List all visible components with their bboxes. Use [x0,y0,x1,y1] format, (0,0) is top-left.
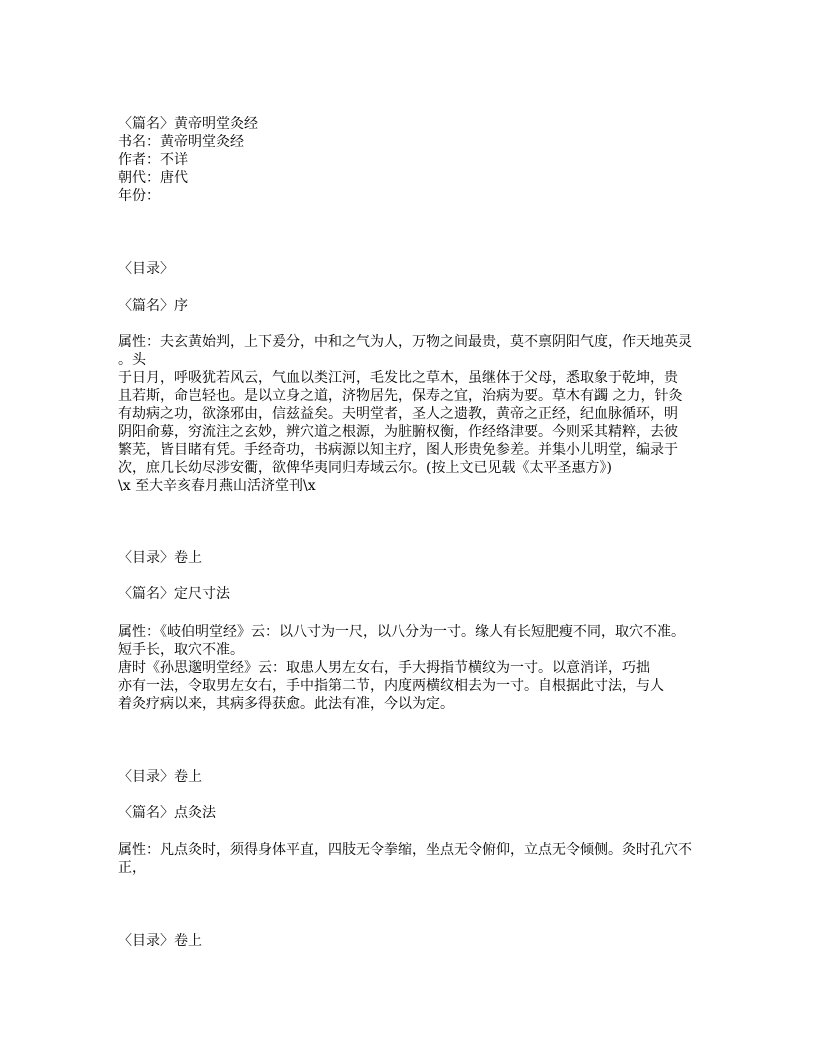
body-line: 有劫病之功，欲涤邪由，信兹益矣。夫明堂者，圣人之遗教，黄帝之正经，纪血脉循环，明 [118,406,678,422]
author: 作者：不详 [118,152,188,168]
body-line: 属性：凡点灸时，须得身体平直，四肢无令拳缩，坐点无令俯仰，立点无令倾侧。灸时孔穴不 [118,842,692,858]
body-line: 且若斯，命岂轻也。是以立身之道，济物居先，保寿之宜，治病为要。草木有蠲 之力，针灸 [118,388,683,404]
section-title: 〈篇名〉点灸法 [118,805,216,821]
body-line: 亦有一法，令取男左女右，手中指第二节，内度两横纹相去为一寸。自根据此寸法，与人 [118,678,664,694]
section-toc: 〈目录〉卷上 [118,769,202,785]
body-line: \x 至大辛亥春月燕山活济堂刊\x [118,478,316,494]
document-title: 〈篇名〉黄帝明堂灸经 [118,116,258,132]
section-toc: 〈目录〉 [118,261,174,277]
body-line: 于日月，呼吸犹若风云，气血以类江河，毛发比之草木，虽继体于父母，悉取象于乾坤，贵 [118,370,678,386]
section-toc: 〈目录〉卷上 [118,550,202,566]
year: 年份： [118,188,160,204]
body-line: 着灸疗病以来，其病多得获愈。此法有准，今以为定。 [118,696,454,712]
body-line: 次，庶几长幼尽涉安衢，欲俾华夷同归寿域云尔。(按上文已见载《太平圣惠方》) [118,460,612,476]
section-title: 〈篇名〉序 [118,298,188,314]
book-name: 书名：黄帝明堂灸经 [118,134,244,150]
section-title: 〈篇名〉定尺寸法 [118,586,230,602]
body-line: 属性：夫玄黄始判，上下爰分，中和之气为人，万物之间最贵，莫不禀阴阳气度，作天地英灵 [118,334,692,350]
body-line: 。头 [118,352,146,368]
dynasty: 朝代：唐代 [118,170,188,186]
body-line: 正， [118,860,146,876]
body-line: 短手长，取穴不准。 [118,642,244,658]
body-line: 属性：《岐伯明堂经》云：以八寸为一尺，以八分为一寸。缘人有长短肥瘦不同，取穴不准。 [118,624,685,640]
body-line: 阴阳俞募，穷流注之玄妙，辨穴道之根源，为脏腑权衡，作经络津要。今则采其精粹，去彼 [118,424,678,440]
body-line: 唐时《孙思邈明堂经》云：取患人男左女右，手大拇指节横纹为一寸。以意消详，巧拙 [118,660,650,676]
body-line: 繁芜，皆目睹有凭。手经奇功，书病源以知主疗，图人形贵免参差。并集小儿明堂，编录于 [118,442,678,458]
section-toc: 〈目录〉卷上 [118,933,202,949]
